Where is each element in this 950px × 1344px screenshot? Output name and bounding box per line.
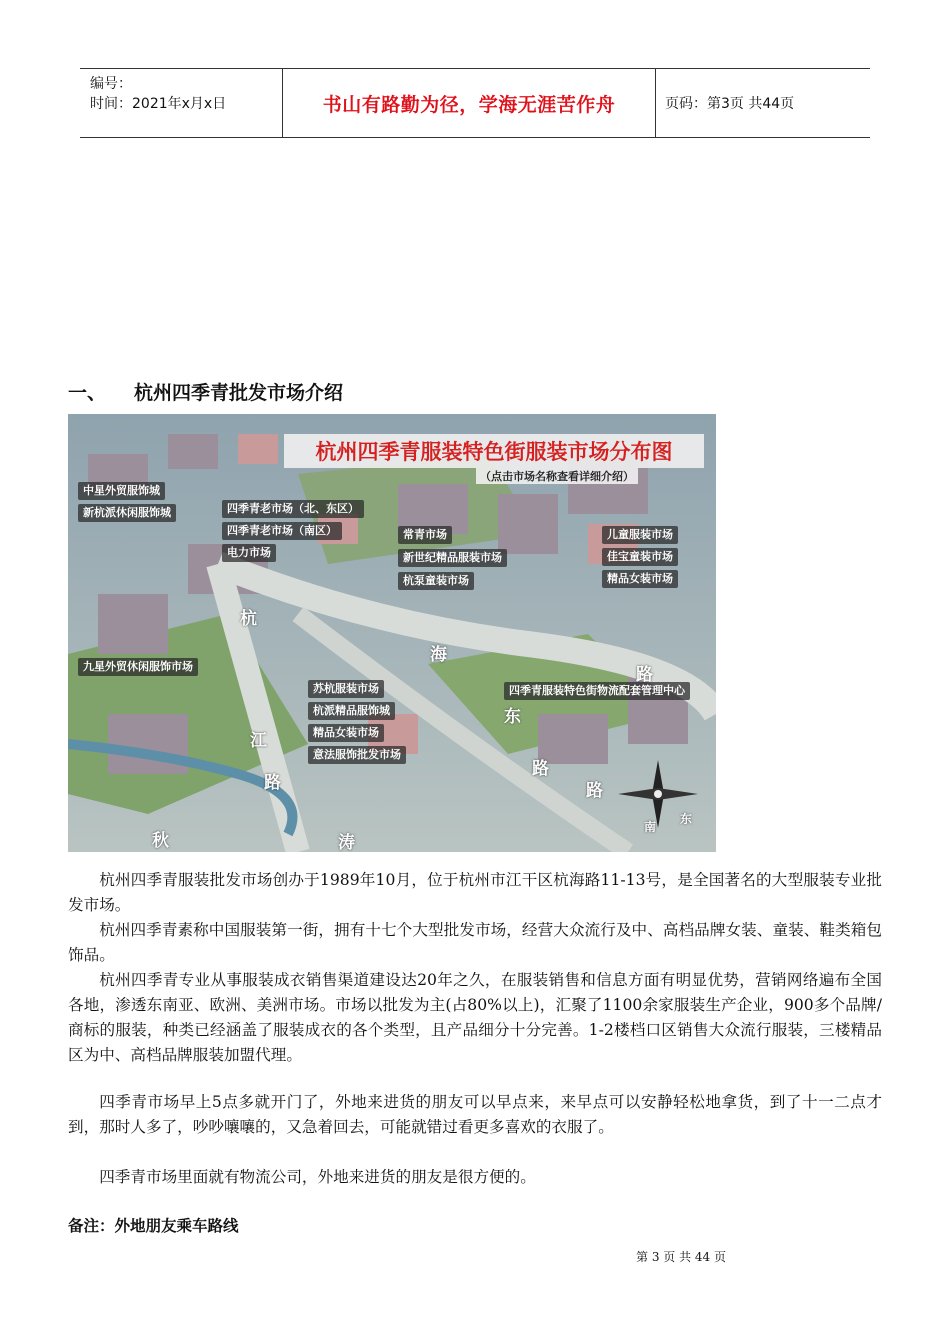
paragraph: 杭州四季青素称中国服装第一街，拥有十七个大型批发市场，经营大众流行及中、高档品牌女装、童装、鞋类箱包饰品。 (68, 921, 882, 964)
note: 备注：外地朋友乘车路线 (68, 1217, 239, 1235)
page-footer: 第 3 页 共 44 页 (636, 1250, 726, 1264)
page-header (80, 68, 870, 138)
map-subtitle: （点击市场名称查看详细介绍） (476, 468, 638, 484)
section-title-text: 杭州四季青批发市场介绍 (134, 382, 344, 404)
paragraph: 杭州四季青专业从事服装成衣销售渠道建设达20年之久，在服装销售和信息方面有明显优势，营销网络遍布全国各地，渗透东南亚、欧洲、美洲市场。市场以批发为主(占80%以上)，汇聚了1100余家服装生产企业，900多个品牌/商标的服装，种类已经涵盖了服装成衣的各个类型，且产品细分十分完善。1-2楼档口区销售大众流行服装，三楼精品区为中、高档品牌服装加盟代理。 (68, 971, 882, 1064)
road-char: 东 (504, 707, 521, 727)
road-char: 秋 (152, 831, 169, 851)
map-label[interactable]: 九星外贸休闲服饰市场 (78, 658, 198, 676)
road-char: 路 (636, 665, 653, 685)
map-label[interactable]: 新世纪精品服装市场 (398, 549, 507, 567)
market-map (68, 414, 716, 852)
compass-south: 南 (644, 820, 657, 834)
map-label[interactable]: 精品女装市场 (602, 570, 678, 588)
header-motto-cell (282, 69, 656, 137)
header-meta (80, 69, 282, 137)
compass-east: 东 (680, 812, 693, 826)
road-char: 路 (532, 759, 549, 779)
road-char: 杭 (240, 609, 257, 629)
section-number: 一、 (68, 382, 107, 404)
header-page-code: 页码：第3页 共44页 (665, 96, 795, 112)
road-char: 路 (586, 781, 603, 801)
road-char: 江 (250, 731, 267, 751)
map-label[interactable]: 四季青服装特色街物流配套管理中心 (504, 682, 690, 700)
map-label[interactable]: 佳宝童装市场 (602, 548, 678, 566)
map-label[interactable]: 杭泵童装市场 (398, 572, 474, 590)
map-label[interactable]: 常青市场 (398, 526, 452, 544)
map-label[interactable]: 新杭派休闲服饰城 (78, 504, 176, 522)
road-char: 涛 (338, 833, 355, 852)
road-char: 海 (430, 645, 447, 665)
map-label[interactable]: 苏杭服装市场 (308, 680, 384, 698)
paragraph: 四季青市场里面就有物流公司，外地来进货的朋友是很方便的。 (99, 1168, 536, 1186)
map-label[interactable]: 中星外贸服饰城 (78, 482, 165, 500)
section-title (68, 378, 343, 405)
map-label[interactable]: 电力市场 (222, 544, 276, 562)
map-title: 杭州四季青服装特色街服装市场分布图 (315, 439, 673, 464)
map-label[interactable]: 精品女装市场 (308, 724, 384, 742)
map-label[interactable]: 意法服饰批发市场 (308, 746, 406, 764)
serial-label: 编号： (90, 76, 132, 92)
map-label[interactable]: 儿童服装市场 (602, 526, 678, 544)
paragraph: 四季青市场早上5点多就开门了，外地来进货的朋友可以早点来，来早点可以安静轻松地拿货，到了十一二点才到，那时人多了，吵吵嚷嚷的，又急着回去，可能就错过看更多喜欢的衣服了。 (68, 1093, 882, 1136)
map-title-box (284, 434, 704, 468)
header-motto: 书山有路勤为径，学海无涯苦作舟 (322, 93, 616, 116)
map-label[interactable]: 四季青老市场（南区） (222, 522, 342, 540)
paragraph: 杭州四季青服装批发市场创办于1989年10月，位于杭州市江干区杭海路11-13号，是全国著名的大型服装专业批发市场。 (68, 871, 882, 914)
road-char: 路 (264, 773, 281, 793)
map-label[interactable]: 杭派精品服饰城 (308, 702, 395, 720)
time-label: 时间：2021年x月x日 (90, 96, 227, 112)
map-label[interactable]: 四季青老市场（北、东区） (222, 500, 364, 518)
